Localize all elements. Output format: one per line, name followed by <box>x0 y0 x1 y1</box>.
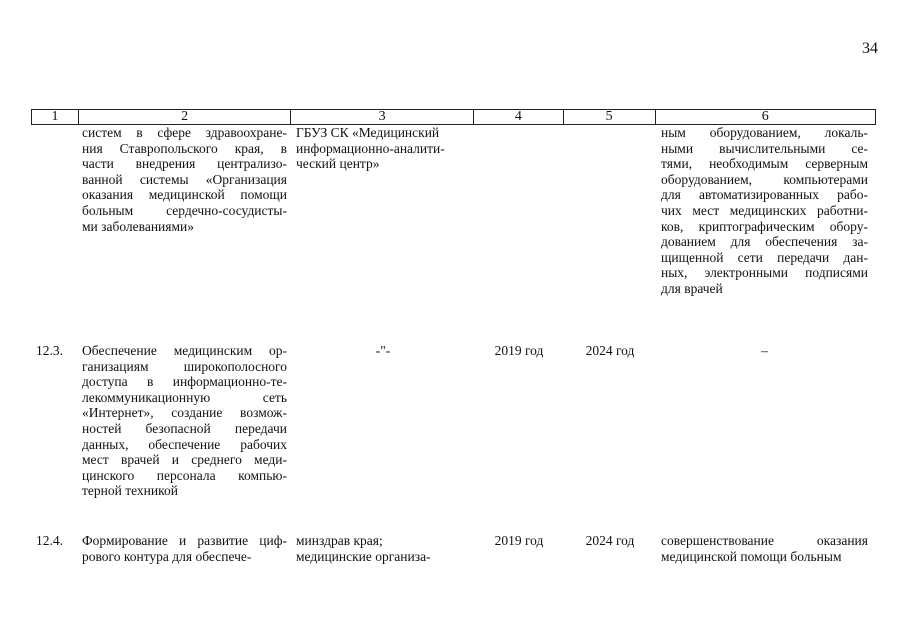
row-executor <box>291 343 474 361</box>
row-number <box>31 125 78 343</box>
row-executor <box>291 125 474 174</box>
text-line: доступа в информационно-те- <box>82 374 287 390</box>
text-line: лекоммуникационную сеть <box>82 389 287 405</box>
text-line: минздрав края; <box>296 533 383 548</box>
text-line: щищенной сети передачи дан- <box>661 249 868 265</box>
ditto-mark: -"- <box>375 343 391 358</box>
text-line: терной техникой <box>82 483 178 499</box>
row-executor <box>291 533 474 566</box>
text-line: ганизациям широкополосного <box>82 358 287 374</box>
text-line: чих мест медицинских работни- <box>661 202 868 218</box>
text-line: ванной системы «Организация <box>82 171 287 187</box>
text-line: оборудованием, компьютерами <box>661 171 868 187</box>
table-row <box>31 125 876 343</box>
text-line: дованием для обеспечения за- <box>661 234 868 250</box>
row-result <box>656 533 876 566</box>
text-line: Обеспечение медицинским ор- <box>82 343 287 358</box>
header-col-4: 4 <box>474 110 564 124</box>
row-end-year: 2024 год <box>585 533 635 548</box>
table-body <box>31 125 876 573</box>
text-line: информационно-аналити- <box>296 140 445 156</box>
row-end-year <box>564 125 656 127</box>
text-line: «Интернет», создание возмож- <box>82 405 287 421</box>
row-end-year: 2024 год <box>585 343 635 358</box>
row-description <box>78 125 291 236</box>
row-start-year: 2019 год <box>494 343 544 358</box>
text-line: систем в сфере здравоохране- <box>82 125 287 140</box>
text-line: части внедрения централизо- <box>82 156 287 172</box>
text-line: больным сердечно-сосудисты- <box>82 202 287 218</box>
text-line: ми заболеваниями» <box>82 218 195 234</box>
row-number: 12.4. <box>36 533 63 548</box>
text-line: цинского персонала компью- <box>82 467 287 483</box>
text-line: медицинские организа- <box>296 548 431 564</box>
text-line: ческий центр» <box>296 156 380 172</box>
text-line: рового контура для обеспече- <box>82 548 252 564</box>
text-line: ностей безопасной передачи <box>82 420 287 436</box>
text-line: ков, криптографическим обору- <box>661 218 868 234</box>
header-col-2: 2 <box>79 110 292 124</box>
text-line: данных, обеспечение рабочих <box>82 436 287 452</box>
row-description <box>78 533 291 566</box>
text-line: медицинской помощи больным <box>661 548 842 564</box>
text-line: ным оборудованием, локаль- <box>661 125 868 140</box>
text-line: мест врачей и среднего меди- <box>82 452 287 468</box>
header-col-6: 6 <box>761 109 769 124</box>
text-line: тями, необходимым серверным <box>661 156 868 172</box>
page-number: 34 <box>862 40 878 57</box>
text-line: оказания медицинской помощи <box>82 187 287 203</box>
table-row <box>31 533 876 573</box>
text-line: совершенствование оказания <box>661 533 868 548</box>
text-line: Формирование и развитие циф- <box>82 533 287 548</box>
text-line: ными вычислительными се- <box>661 140 868 156</box>
row-result <box>656 343 876 361</box>
row-result <box>656 125 876 299</box>
text-line: для врачей <box>661 280 723 296</box>
text-line: ГБУЗ СК «Медицинский <box>296 125 440 140</box>
row-description <box>78 343 291 501</box>
header-col-1: 1 <box>32 110 79 124</box>
row-start-year <box>474 125 564 127</box>
table-row <box>31 343 876 533</box>
text-line: ния Ставропольского края, в <box>82 140 287 156</box>
dash-mark: – <box>761 343 768 358</box>
table-header-row <box>31 109 876 125</box>
header-col-3: 3 <box>291 110 474 124</box>
text-line: ных, электронными подписями <box>661 265 868 281</box>
row-start-year: 2019 год <box>494 533 544 548</box>
text-line: для автоматизированных рабо- <box>661 187 868 203</box>
row-number: 12.3. <box>36 343 63 358</box>
header-col-5: 5 <box>564 110 656 124</box>
